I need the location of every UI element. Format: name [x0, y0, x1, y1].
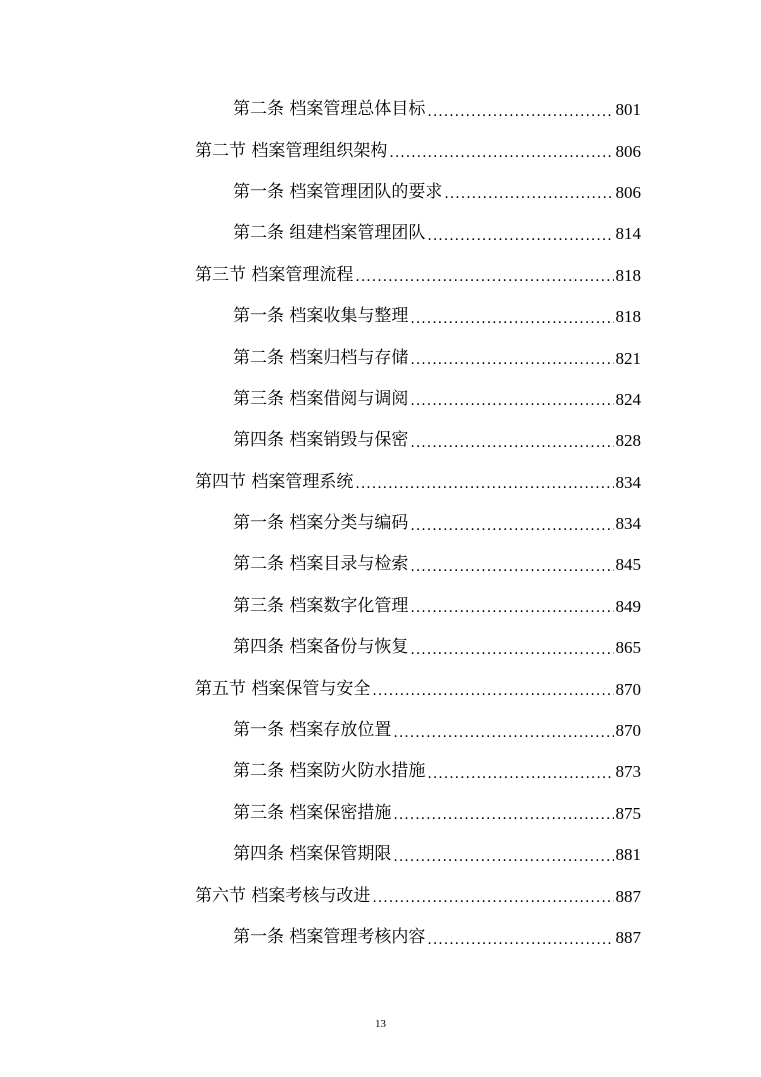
toc-section-entry[interactable]	[0, 462, 641, 503]
toc-entry-title: 第二条 组建档案管理团队	[233, 223, 426, 244]
toc-entry-page: 870	[615, 679, 641, 699]
toc-entry-title: 第二条 档案防火防水措施	[233, 761, 426, 782]
toc-entry-page: 821	[615, 348, 641, 368]
toc-article-entry[interactable]	[0, 337, 641, 378]
toc-dot-leader	[427, 229, 613, 243]
toc-dot-leader	[393, 808, 613, 822]
toc-entry-page: 814	[615, 224, 641, 244]
toc-entry-title: 第六节 档案考核与改进	[195, 885, 371, 906]
toc-entry-page: 818	[615, 265, 641, 285]
toc-article-entry[interactable]	[0, 751, 641, 792]
toc-article-entry[interactable]	[0, 89, 641, 130]
toc-entry-title: 第三节 档案管理流程	[195, 264, 354, 285]
toc-entry-page: 887	[615, 928, 641, 947]
toc-dot-leader	[355, 270, 613, 284]
toc-entry-title: 第四条 档案备份与恢复	[233, 637, 409, 658]
toc-entry-title: 第四条 档案保管期限	[233, 844, 392, 865]
toc-entry-page: 881	[615, 845, 641, 865]
toc-entry-title: 第三条 档案数字化管理	[233, 595, 409, 616]
toc-entry-page: 845	[615, 555, 641, 575]
toc-entry-page: 806	[615, 141, 641, 161]
toc-entry-title: 第四节 档案管理系统	[195, 471, 354, 492]
toc-section-entry[interactable]	[0, 130, 641, 171]
toc-entry-title: 第一条 档案管理团队的要求	[233, 181, 443, 202]
toc-dot-leader	[410, 353, 613, 367]
toc-entry-page: 849	[615, 596, 641, 616]
toc-entry-page: 806	[615, 182, 641, 202]
toc-dot-leader	[410, 312, 613, 326]
toc-article-entry[interactable]	[0, 379, 641, 420]
toc-article-entry[interactable]	[0, 544, 641, 585]
toc-entry-title: 第二节 档案管理组织架构	[195, 140, 388, 161]
toc-dot-leader	[389, 146, 613, 160]
toc-entry-title: 第四条 档案销毁与保密	[233, 430, 409, 451]
toc-dot-leader	[410, 519, 613, 533]
toc-entry-title: 第一条 档案分类与编码	[233, 513, 409, 534]
toc-entry-title: 第一条 档案收集与整理	[233, 306, 409, 327]
toc-entry-title: 第三条 档案借阅与调阅	[233, 388, 409, 409]
toc-dot-leader	[372, 891, 613, 905]
toc-entry-title: 第二条 档案管理总体目标	[233, 99, 426, 120]
toc-article-entry[interactable]	[0, 793, 641, 834]
toc-dot-leader	[444, 187, 613, 201]
toc-dot-leader	[410, 643, 613, 657]
toc-dot-leader	[427, 933, 613, 947]
toc-section-entry[interactable]	[0, 668, 641, 709]
toc-entry-page: 865	[615, 638, 641, 658]
toc-article-entry[interactable]	[0, 710, 641, 751]
toc-entry-title: 第一条 档案存放位置	[233, 720, 392, 741]
toc-entry-title: 第一条 档案管理考核内容	[233, 927, 426, 947]
toc-entry-page: 818	[615, 307, 641, 327]
toc-article-entry[interactable]	[0, 627, 641, 668]
toc-dot-leader	[410, 436, 613, 450]
toc-article-entry[interactable]	[0, 213, 641, 254]
toc-entry-page: 801	[615, 100, 641, 120]
toc-dot-leader	[393, 850, 613, 864]
toc-entry-title: 第三条 档案保密措施	[233, 802, 392, 823]
toc-entry-page: 875	[615, 803, 641, 823]
toc-article-entry[interactable]	[0, 172, 641, 213]
toc-section-entry[interactable]	[0, 875, 641, 916]
toc-dot-leader	[427, 767, 613, 781]
toc-entry-page: 834	[615, 472, 641, 492]
toc-dot-leader	[393, 726, 613, 740]
toc-article-entry[interactable]	[0, 420, 641, 461]
page-number: 13	[375, 1018, 386, 1030]
toc-entry-title: 第五节 档案保管与安全	[195, 678, 371, 699]
toc-entry-page: 828	[615, 431, 641, 451]
table-of-contents	[0, 89, 761, 958]
toc-article-entry[interactable]	[0, 503, 641, 544]
toc-entry-title: 第二条 档案归档与存储	[233, 347, 409, 368]
toc-article-entry[interactable]	[0, 917, 641, 958]
toc-entry-page: 870	[615, 721, 641, 741]
toc-dot-leader	[372, 684, 613, 698]
toc-dot-leader	[427, 105, 613, 119]
toc-entry-page: 887	[615, 886, 641, 906]
toc-article-entry[interactable]	[0, 296, 641, 337]
toc-article-entry[interactable]	[0, 586, 641, 627]
toc-section-entry[interactable]	[0, 255, 641, 296]
toc-dot-leader	[410, 601, 613, 615]
toc-dot-leader	[355, 477, 613, 491]
toc-dot-leader	[410, 394, 613, 408]
toc-entry-page: 824	[615, 389, 641, 409]
toc-article-entry[interactable]	[0, 834, 641, 875]
toc-entry-page: 873	[615, 762, 641, 782]
toc-dot-leader	[410, 560, 613, 574]
toc-entry-page: 834	[615, 514, 641, 534]
toc-entry-title: 第二条 档案目录与检索	[233, 554, 409, 575]
